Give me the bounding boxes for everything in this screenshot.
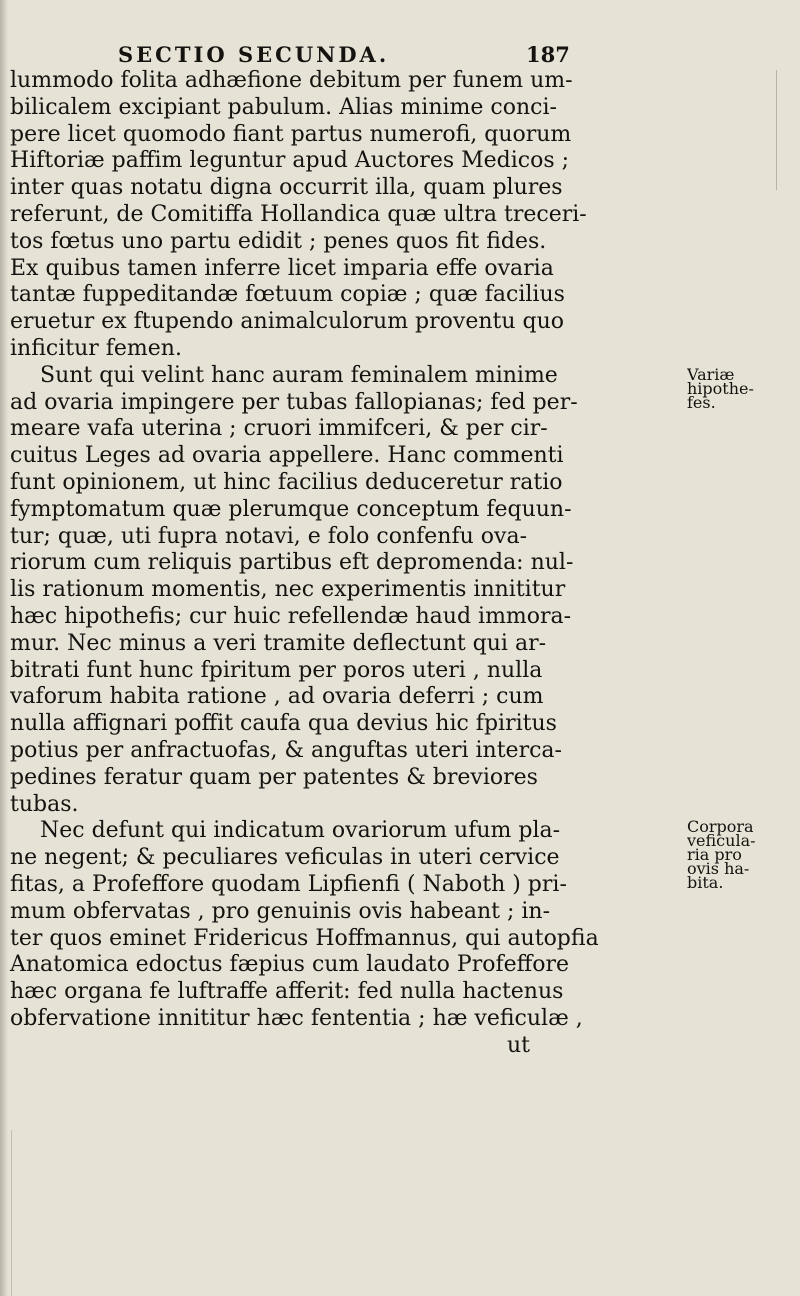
text-line: bitrati funt hunc fpiritum per poros uteri , nulla [10, 657, 543, 683]
margin-note-line: hipothe- [687, 379, 754, 398]
page-number: 187 [526, 42, 570, 67]
text-line: tos fœtus uno partu edidit ; penes quos fit fides. [10, 228, 547, 254]
text-line: funt opinionem, ut hinc facilius deduceretur ratio [10, 469, 563, 495]
text-line: cuitus Leges ad ovaria appellere. Hanc commenti [10, 443, 564, 469]
text-line: Nec defunt qui indicatum ovariorum ufum pla- [40, 818, 561, 844]
text-line: fitas, a Profeffore quodam Lipfienfi ( Naboth ) pri- [10, 871, 567, 897]
text-line: referunt, de Comitiffa Hollandica quæ ultra treceri- [10, 201, 587, 227]
text-line: potius per anfractuofas, & anguftas uteri interca- [10, 737, 562, 763]
text-line: hæc hipothefis; cur huic refellendæ haud immora- [10, 603, 572, 629]
page-edge-shadow [0, 0, 8, 1296]
catchword: ut [506, 1032, 530, 1058]
margin-note [687, 368, 799, 410]
text-line: inficitur femen. [10, 335, 182, 361]
text-line: pedines feratur quam per patentes & breviores [10, 764, 538, 790]
page-edge-line [11, 1130, 12, 1296]
text-line: ter quos eminet Fridericus Hoffmannus, qui autopfia [10, 925, 599, 951]
text-line: ad ovaria impingere per tubas fallopianas; fed per- [10, 389, 578, 415]
margin-note-line: ovis ha- [687, 859, 750, 878]
body-text [10, 68, 680, 1059]
margin-note-line: Corpora [687, 820, 754, 836]
page-crease [776, 70, 777, 190]
text-line: hæc organa fe luftraffe afferit: fed nulla hactenus [10, 979, 564, 1005]
margin-note-line: fes. [687, 393, 716, 410]
margin-note-line: Variæ [687, 368, 735, 384]
margin-note-line: bita. [687, 873, 724, 890]
text-line: obfervatione innititur hæc fententia ; hæ veficulæ , [10, 1005, 583, 1031]
text-line: tubas. [10, 791, 79, 817]
text-line: riorum cum reliquis partibus eft depromenda: nul- [10, 550, 574, 576]
text-line: mum obfervatas , pro genuinis ovis habeant ; in- [10, 898, 551, 924]
text-line: meare vafa uterina ; cruori immifceri, & per cir- [10, 416, 548, 442]
margin-note-line: veficula- [687, 831, 756, 850]
text-line: lummodo folita adhæfione debitum per funem um- [10, 68, 573, 93]
text-line: vaforum habita ratione , ad ovaria deferri ; cum [10, 684, 544, 710]
text-line: Sunt qui velint hanc auram feminalem minime [40, 362, 558, 388]
text-line: nulla affignari poffit caufa qua devius hic fpiritus [10, 711, 557, 737]
text-line: Hiftoriæ paffim leguntur apud Auctores Medicos ; [10, 148, 570, 174]
text-line: Anatomica edoctus fæpius cum laudato Profeffore [10, 952, 570, 978]
text-line: tantæ fuppeditandæ fœtuum copiæ ; quæ facilius [10, 282, 565, 308]
text-line: pere licet quomodo fiant partus numerofi, quorum [10, 121, 572, 147]
text-line: Ex quibus tamen inferre licet imparia effe ovaria [10, 255, 554, 281]
text-line: mur. Nec minus a veri tramite deflectunt qui ar- [10, 630, 547, 656]
margin-note [687, 820, 799, 890]
text-line: ne negent; & peculiares veficulas in uteri cervice [10, 845, 560, 871]
page-header [118, 42, 678, 70]
running-head: SECTIO SECUNDA. [118, 42, 390, 67]
text-line: inter quas notatu digna occurrit illa, quam plures [10, 175, 563, 201]
text-line: fymptomatum quæ plerumque conceptum fequun- [10, 496, 572, 522]
text-line: tur; quæ, uti fupra notavi, e folo confenfu ova- [10, 523, 527, 549]
text-line: eruetur ex ftupendo animalculorum proventu quo [10, 309, 565, 335]
text-line: bilicalem excipiant pabulum. Alias minime conci- [10, 94, 557, 120]
margin-note-line: ria pro [687, 845, 742, 864]
text-line: lis rationum momentis, nec experimentis innititur [10, 577, 566, 603]
